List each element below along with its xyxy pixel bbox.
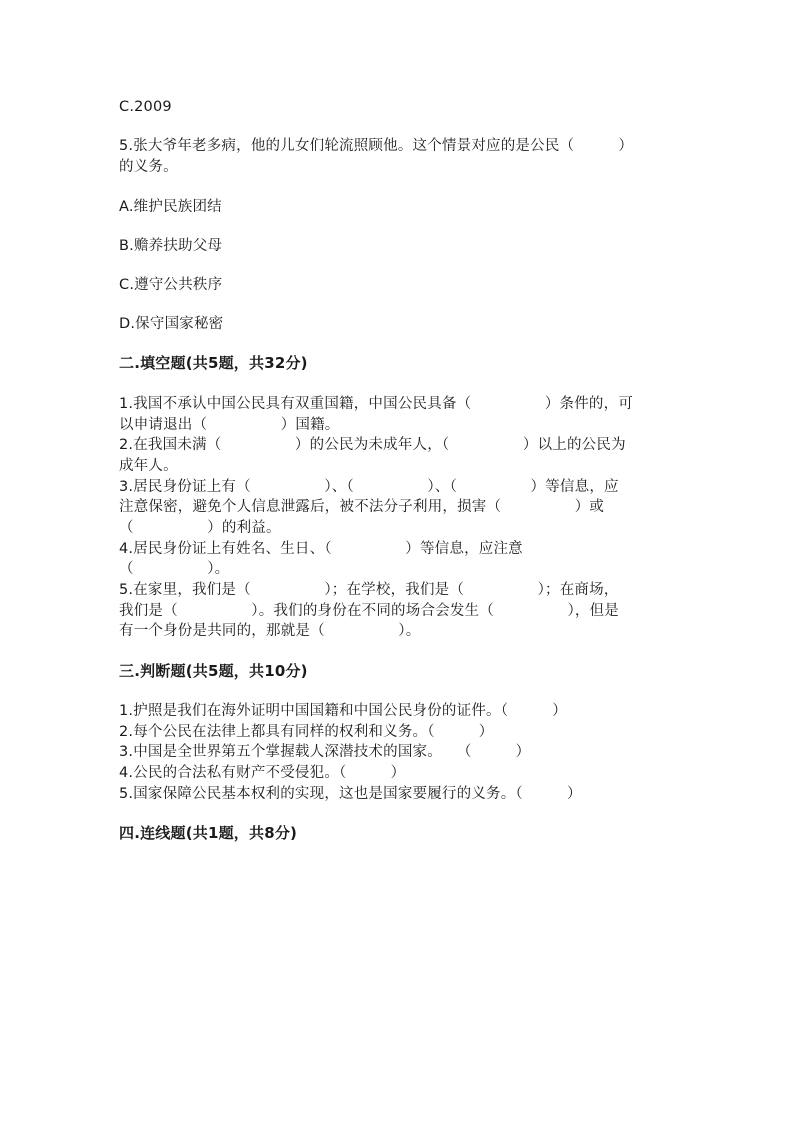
q5-stem-line-2: 的义务。 [119,159,178,175]
judge-line: 1.护照是我们在海外证明中国国籍和中国公民身份的证件。（ ） [119,703,567,719]
q5-option-d: D.保守国家秘密 [119,316,224,332]
q5-option-c: C.遵守公共秩序 [119,277,223,293]
q5-option-a: A.维护民族团结 [119,199,222,215]
fill-line: （ ）。 [119,561,230,577]
fill-line: 有一个身份是共同的，那就是（ ）。 [119,623,421,639]
fill-line: 3.居民身份证上有（ ）、（ ）、（ ）等信息，应 [119,479,619,495]
q5-stem-line-1: 5.张大爷年老多病，他的儿女们轮流照顾他。这个情景对应的是公民（ ） [119,138,634,154]
judge-line: 3.中国是全世界第五个掌握载人深潜技术的国家。 （ ） [119,744,531,760]
section-4-heading: 四.连线题(共1题，共8分) [119,824,298,842]
fill-line: 成年人。 [119,458,178,474]
judge-line: 4.公民的合法私有财产不受侵犯。（ ） [119,765,406,781]
section-3-heading: 三.判断题(共5题，共10分) [119,662,308,680]
fill-line: 注意保密，避免个人信息泄露后，被不法分子利用，损害（ ）或 [119,499,605,515]
q5-option-b: B.赡养扶助父母 [119,238,223,254]
fill-line: 我们是（ ）。我们的身份在不同的场合会发生（ ），但是 [119,603,619,619]
fill-line: 2.在我国未满（ ）的公民为未成年人，（ ）以上的公民为 [119,437,626,453]
judge-line: 2.每个公民在法律上都具有同样的权利和义务。（ ） [119,724,494,740]
fill-line: （ ）的利益。 [119,520,281,536]
fill-line: 5.在家里，我们是（ ）；在学校，我们是（ ）；在商场， [119,582,619,598]
judge-line: 5.国家保障公民基本权利的实现，这也是国家要履行的义务。（ ） [119,786,582,802]
fill-line: 以申请退出（ ）国籍。 [119,417,340,433]
fill-line: 4.居民身份证上有姓名、生日、（ ）等信息，应注意 [119,541,523,557]
section-2-heading: 二.填空题(共5题，共32分) [119,354,308,372]
q4-option-c: C.2009 [119,99,172,115]
fill-line: 1.我国不承认中国公民具有双重国籍，中国公民具备（ ）条件的，可 [119,396,634,412]
